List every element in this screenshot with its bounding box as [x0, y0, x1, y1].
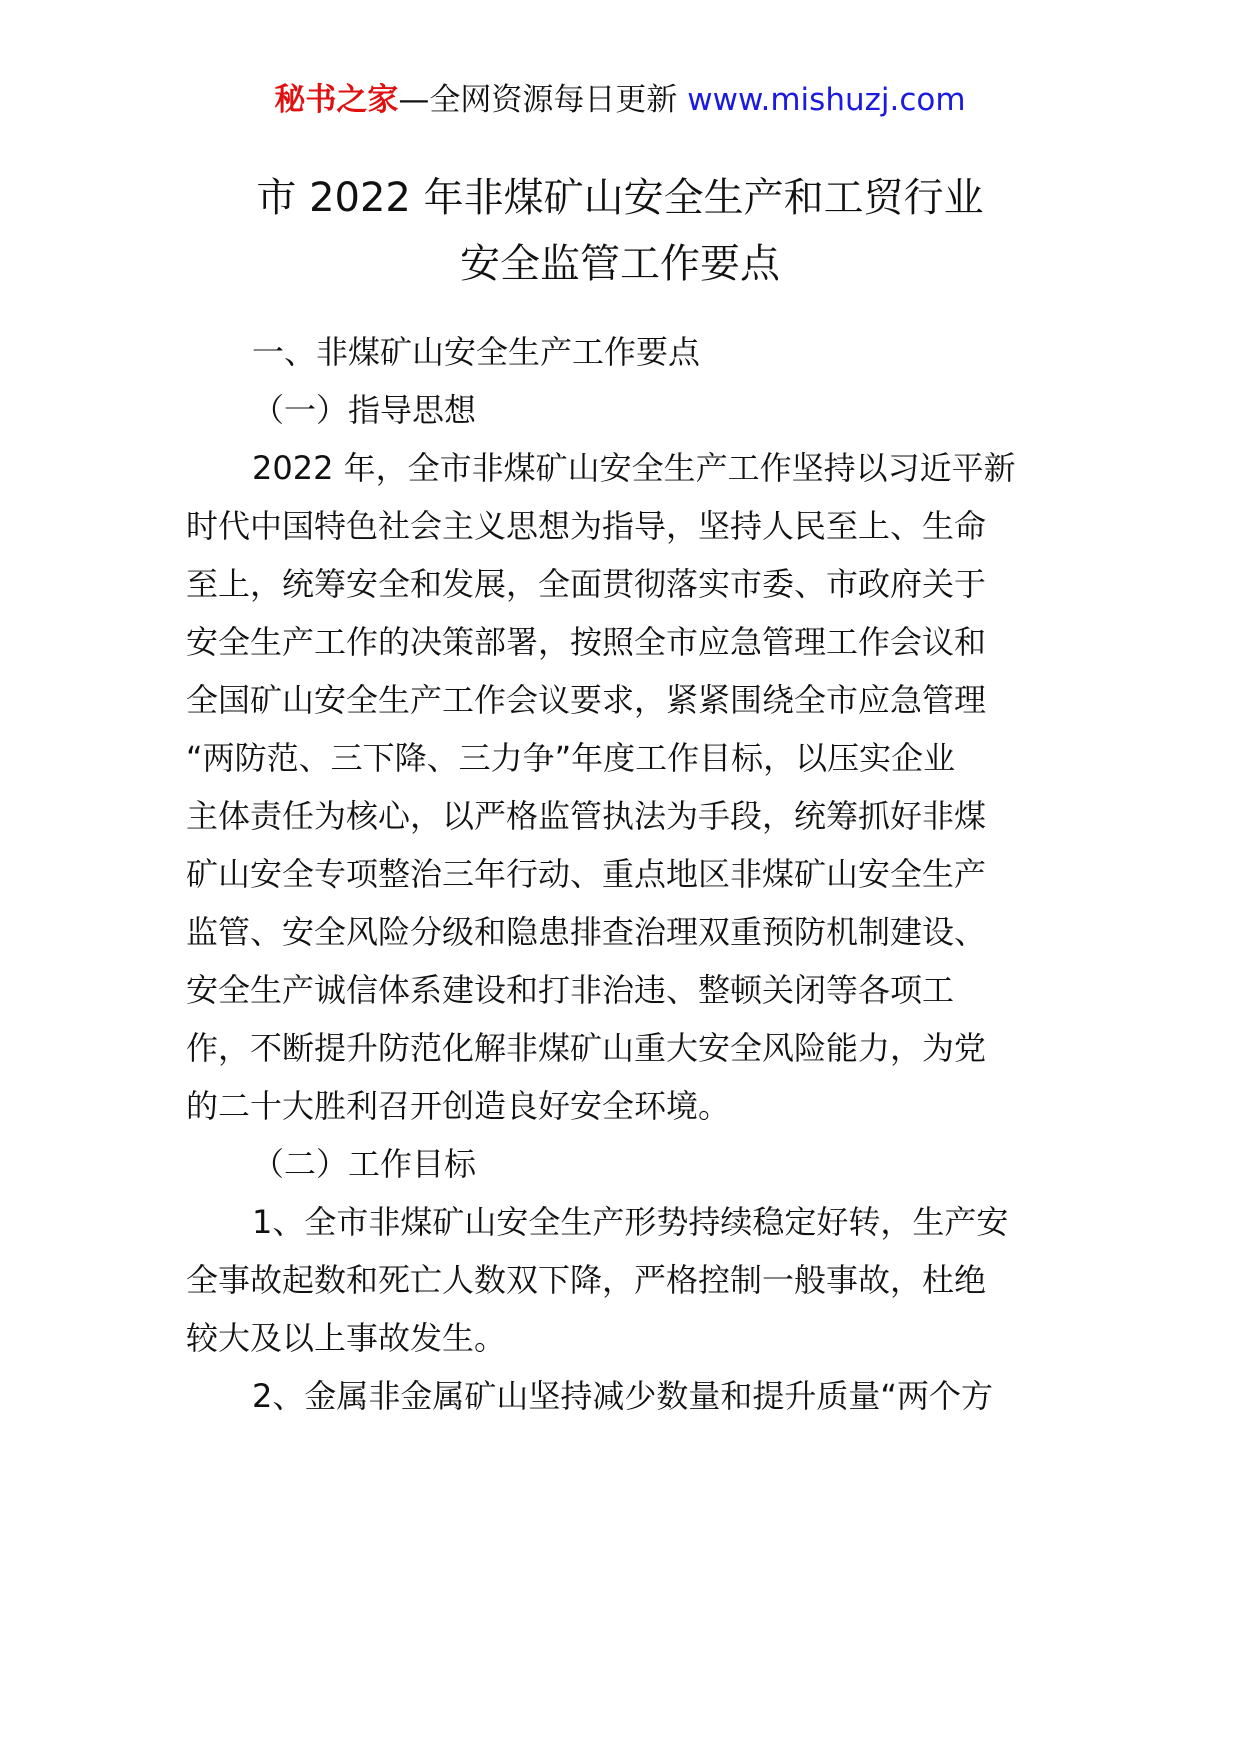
paragraph-line: 主体责任为核心，以严格监管执法为手段，统筹抓好非煤 [186, 797, 987, 835]
banner-url[interactable]: www.mishuzj.com [687, 82, 966, 118]
paragraph-line: 1、全市非煤矿山安全生产形势持续稳定好转，生产安 [252, 1203, 1009, 1241]
paragraph-line: 2022 年，全市非煤矿山安全生产工作坚持以习近平新 [252, 449, 1016, 487]
banner-tagline: —全网资源每日更新 [398, 82, 688, 118]
paragraph-line: 安全生产诚信体系建设和打非治违、整顿关闭等各项工 [186, 971, 955, 1009]
paragraph-line: 至上，统筹安全和发展，全面贯彻落实市委、市政府关于 [186, 565, 987, 603]
paragraph-line: 全事故起数和死亡人数双下降，严格控制一般事故，杜绝 [186, 1261, 987, 1299]
document-title-line-1: 市 2022 年非煤矿山安全生产和工贸行业 [256, 175, 984, 221]
paragraph-line: 时代中国特色社会主义思想为指导，坚持人民至上、生命 [186, 507, 987, 545]
paragraph-line: 2、金属非金属矿山坚持减少数量和提升质量“两个方 [252, 1377, 993, 1415]
document-title-line-2: 安全监管工作要点 [460, 241, 780, 287]
header-banner [0, 78, 1240, 122]
subsection-heading: （二）工作目标 [252, 1145, 477, 1183]
paragraph-line: 监管、安全风险分级和隐患排查治理双重预防机制建设、 [186, 913, 987, 951]
paragraph-line: 作，不断提升防范化解非煤矿山重大安全风险能力，为党 [186, 1029, 987, 1067]
section-heading: 一、非煤矿山安全生产工作要点 [252, 333, 701, 371]
subsection-heading: （一）指导思想 [252, 391, 477, 429]
paragraph-line: 全国矿山安全生产工作会议要求，紧紧围绕全市应急管理 [186, 681, 987, 719]
paragraph-line: 安全生产工作的决策部署，按照全市应急管理工作会议和 [186, 623, 987, 661]
paragraph-line: “两防范、三下降、三力争”年度工作目标，以压实企业 [186, 739, 956, 777]
brand-name: 秘书之家 [274, 82, 399, 118]
paragraph-line: 矿山安全专项整治三年行动、重点地区非煤矿山安全生产 [186, 855, 987, 893]
paragraph-line: 较大及以上事故发生。 [186, 1319, 507, 1357]
paragraph-line: 的二十大胜利召开创造良好安全环境。 [186, 1087, 731, 1125]
